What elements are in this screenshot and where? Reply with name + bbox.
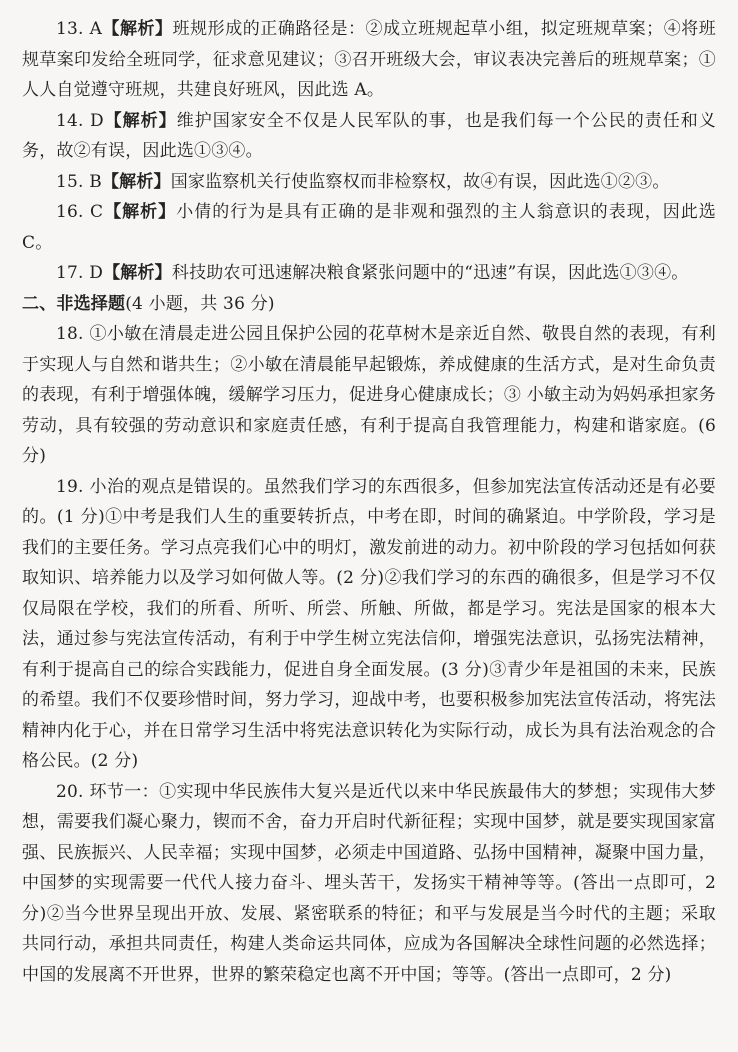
item-number: 13. A	[56, 19, 103, 39]
item-number: 17. D	[56, 263, 104, 283]
answer-item-14	[22, 106, 716, 167]
item-text: 班规形成的正确路径是：②成立班规起草小组，拟定班规草案；④将班规草案印发给全班同学，征求意见建议；③召开班级大会，审议表决完善后的班规草案；①人人自觉遵守班规，共建良好班风，因此选 A。	[22, 19, 716, 100]
answer-item-15	[22, 167, 716, 198]
item-number: 16. C	[56, 202, 104, 222]
analysis-tag: 【解析】	[103, 110, 177, 131]
item-number: 15. B	[56, 171, 102, 192]
answer-item-20: 20. 环节一：①实现中华民族伟大复兴是近代以来中华民族最伟大的梦想；实现伟大梦想，需要我们凝心聚力，锲而不舍，奋力开启时代新征程；实现中国梦，就是要实现国家富强、民族振兴、人民幸福；实现中国梦，必须走中国道路、弘扬中国精神，凝聚中国力量，中国梦的实现需要一代代人接力奋斗、埋头苦干，发扬实干精神等等。(答出一点即可，2 分)②当今世界呈现出开放、发展、紧密联系的特征；和平与发展是当今时代的主题；采取共同行动，承担共同责任，构建人类命运共同体，应成为各国解决全球性问题的必然选择；中国的发展离不开世界，世界的繁荣稳定也离不开中国；等等。(答出一点即可，2 分)	[22, 781, 716, 985]
analysis-tag: 【解析】	[103, 263, 172, 283]
section-heading	[22, 289, 716, 320]
analysis-tag: 【解析】	[103, 202, 177, 222]
section-note: (4 小题，共 36 分)	[125, 293, 275, 314]
answer-item-19: 19. 小治的观点是错误的。虽然我们学习的东西很多，但参加宪法宣传活动还是有必要的。(1 分)①中考是我们人生的重要转折点，中考在即，时间的确紧迫。中学阶段，学习是我们的主要任务。学习点亮我们心中的明灯，激发前进的动力。初中阶段的学习包括如何获取知识、培养能力以及学习如何做人等。(2 分)②我们学习的东西的确很多，但是学习不仅仅局限在学校，我们的所看、所听、所尝、所触、所做，都是学习。宪法是国家的根本大法，通过参与宪法宣传活动，有利于中学生树立宪法信仰，增强宪法意识，弘扬宪法精神，有利于提高自己的综合实践能力，促进自身全面发展。(3 分)③青少年是祖国的未来，民族的希望。我们不仅要珍惜时间，努力学习，迎战中考，也要积极参加宪法宣传活动，将宪法精神内化于心，并在日常学习生活中将宪法意识转化为实际行动，成长为具有法治观念的合格公民。(2 分)	[22, 476, 716, 771]
analysis-tag: 【解析】	[101, 171, 171, 192]
section-title: 二、非选择题	[22, 293, 126, 314]
analysis-tag: 【解析】	[102, 19, 173, 39]
answer-item-13	[22, 14, 716, 106]
item-number: 14. D	[56, 110, 104, 131]
answer-item-18: 18. ①小敏在清晨走进公园且保护公园的花草树木是亲近自然、敬畏自然的表现，有利于实现人与自然和谐共生；②小敏在清晨能早起锻炼，养成健康的生活方式，是对生命负责的表现，有利于增强体魄，缓解学习压力，促进身心健康成长；③ 小敏主动为妈妈承担家务劳动，具有较强的劳动意识和家庭责任感，有利于提高自我管理能力，构建和谐家庭。(6 分)	[22, 324, 716, 466]
item-text: 科技助农可迅速解决粮食紧张问题中的“迅速”有误，因此选①③④。	[171, 263, 689, 283]
answer-item-16	[22, 197, 716, 258]
answer-item-17	[22, 258, 716, 289]
item-text: 国家监察机关行使监察权而非检察权，故④有误，因此选①②③。	[170, 171, 670, 192]
item-text: 小倩的行为是具有正确的是非观和强烈的主人翁意识的表现，因此选 C。	[22, 202, 716, 253]
item-text: 维护国家安全不仅是人民军队的事，也是我们每一个公民的责任和义务，故②有误，因此选①③④。	[22, 110, 716, 161]
